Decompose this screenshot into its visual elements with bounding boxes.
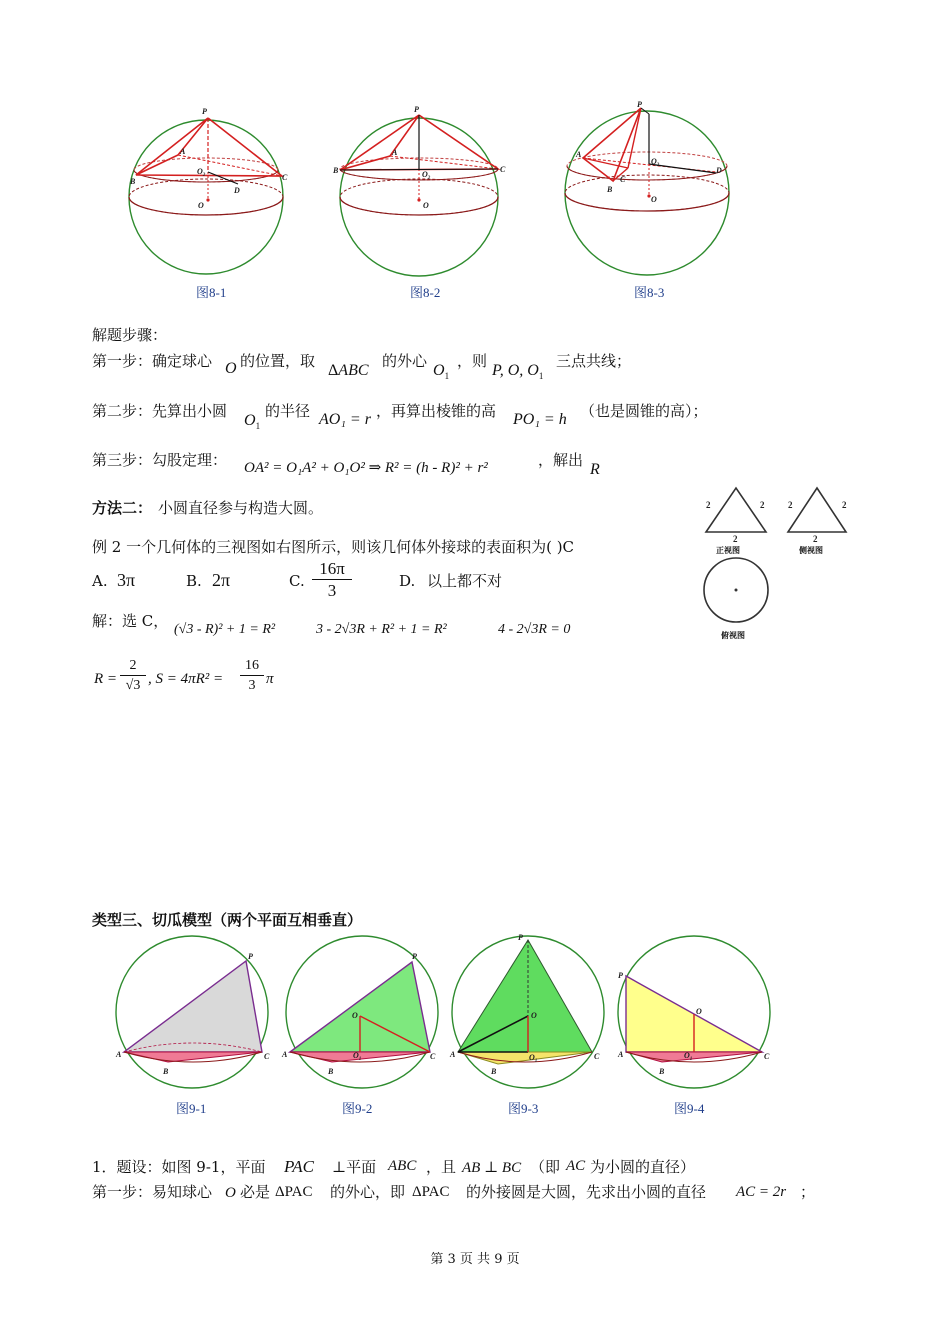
- label-P: P: [202, 107, 207, 116]
- option-b-label: B.: [186, 572, 202, 590]
- label-B: B: [607, 185, 613, 194]
- problem1-line2-a: 第一步：易知球心: [92, 1183, 213, 1201]
- step3-text-b: ，解出: [538, 451, 584, 469]
- problem1-pac1: ΔPAC: [275, 1184, 313, 1200]
- top-view: [704, 558, 768, 622]
- label-P: P: [248, 952, 253, 961]
- step1-O: O: [225, 360, 237, 377]
- caption-fig9-2: 图9-2: [342, 1101, 373, 1116]
- label-O: O: [198, 201, 204, 210]
- step1-text-a: 第一步：确定球心: [92, 352, 213, 370]
- side-dim-left: 2: [788, 500, 793, 510]
- side-view: [788, 488, 846, 532]
- problem1-eq: AC = 2r: [736, 1184, 787, 1200]
- caption-fig9-4: 图9-4: [674, 1101, 705, 1116]
- problem1-pac2: ΔPAC: [412, 1184, 450, 1200]
- figure-9-1: [115, 936, 270, 1088]
- caption-fig9-1: 图9-1: [176, 1101, 207, 1116]
- label-P: P: [637, 100, 642, 109]
- step2-text-c: ，再算出棱锥的高: [376, 402, 497, 420]
- option-a-label: A.: [92, 572, 108, 590]
- step2-text-d: （也是圆锥的高）；: [580, 402, 708, 420]
- method2-title: 方法二：: [92, 499, 153, 517]
- solution-R-denominator: √3: [125, 678, 141, 693]
- label-A: A: [392, 148, 398, 157]
- page-footer: 第 3 页 共 9 页: [430, 1252, 520, 1267]
- figure-8-group: [120, 100, 800, 305]
- option-c-numerator: 16π: [312, 559, 352, 580]
- front-dim-bottom: 2: [733, 534, 738, 544]
- step1-text-c: 的外心: [382, 352, 428, 370]
- label-B: B: [163, 1067, 169, 1076]
- solution-eq3: 4 - 2√3R = 0: [498, 622, 571, 637]
- label-B: B: [333, 166, 339, 175]
- step1-O1: $O_1$: [433, 362, 450, 382]
- figure-9-group: [110, 932, 800, 1094]
- figure-9-4: [617, 936, 770, 1088]
- label-O2: $O_2$: [422, 170, 431, 181]
- label-B: B: [491, 1067, 497, 1076]
- step1-abc: ΔABC: [328, 362, 369, 379]
- label-B: B: [659, 1067, 665, 1076]
- front-view: [706, 488, 766, 532]
- label-P: P: [618, 971, 623, 980]
- label-O2: $O_2$: [197, 167, 206, 178]
- solution-S-denominator: 3: [248, 678, 256, 693]
- label-B: B: [130, 177, 136, 186]
- solution-eq1: (√3 - R)² + 1 = R²: [174, 622, 276, 637]
- label-P: P: [414, 105, 419, 114]
- problem1-pac: PAC: [284, 1157, 314, 1176]
- problem1-line1-c: ，且: [426, 1158, 457, 1176]
- step1-points: P, O, $O_1$: [492, 362, 544, 382]
- side-dim-right: 2: [842, 500, 847, 510]
- problem1-ac: AC: [566, 1158, 586, 1174]
- label-O: O: [352, 1011, 358, 1020]
- label-C: C: [594, 1052, 600, 1061]
- solution-S-fraction: [240, 657, 264, 696]
- label-D: D: [234, 186, 240, 195]
- label-C: C: [430, 1052, 436, 1061]
- label-A: A: [282, 1050, 288, 1059]
- step2-height: PO₁ = h: [513, 411, 567, 428]
- step2-O1: $O_1$: [244, 412, 261, 432]
- top-view-label: 俯视图: [721, 631, 745, 640]
- problem1-line2-b: 必是: [240, 1183, 271, 1201]
- label-A: A: [618, 1050, 624, 1059]
- front-dim-left: 2: [706, 500, 711, 510]
- option-c-label: C.: [289, 572, 305, 590]
- label-C: C: [764, 1052, 770, 1061]
- step1-text-b: 的位置，取: [240, 352, 316, 370]
- label-O1: $O_1$: [353, 1051, 362, 1062]
- label-C: C: [282, 173, 288, 182]
- label-C: C: [620, 175, 626, 184]
- label-O: O: [651, 195, 657, 204]
- label-A: A: [450, 1050, 456, 1059]
- label-C: C: [264, 1052, 270, 1061]
- caption-fig8-3: 图8-3: [634, 285, 665, 300]
- step1-text-d: ，则: [457, 352, 488, 370]
- figure-8-1: [129, 107, 288, 274]
- label-O: O: [531, 1011, 537, 1020]
- label-O2: $O_2$: [651, 157, 660, 168]
- label-O: O: [696, 1007, 702, 1016]
- figure-9-3: [449, 933, 604, 1088]
- solution-S-numerator: 16: [240, 657, 264, 676]
- step3-equation: OA² = O₁A² + O₁O² ⇒ R² = (h - R)² + r²: [244, 460, 488, 476]
- problem1-line1-b: ⊥平面: [332, 1158, 377, 1176]
- step2-text-a: 第二步：先算出小圆: [92, 402, 228, 420]
- problem1-line1-e: 为小圆的直径）: [590, 1158, 696, 1176]
- problem1-O: O: [225, 1185, 236, 1201]
- step2-radius: AO₁ = r: [319, 411, 371, 428]
- solution-R-label: R =: [94, 671, 118, 687]
- problem1-abc: ABC: [388, 1158, 417, 1174]
- label-D: D: [716, 166, 722, 175]
- front-view-label: 正视图: [716, 546, 740, 555]
- solution-S-label: , S = 4πR² =: [148, 671, 224, 687]
- label-O1: $O_1$: [529, 1053, 538, 1064]
- caption-fig8-2: 图8-2: [410, 285, 441, 300]
- problem1-line1-d: （即: [530, 1158, 561, 1176]
- option-c-fraction: [312, 559, 352, 602]
- caption-fig8-1: 图8-1: [196, 285, 227, 300]
- example-stem: 例 2 一个几何体的三视图如右图所示，则该几何体外接球的表面积为( )C: [92, 538, 575, 556]
- step3-text-a: 第三步：勾股定理：: [92, 451, 228, 469]
- option-d-label: D.: [399, 572, 416, 590]
- method2-desc: 小圆直径参与构造大圆。: [158, 499, 324, 517]
- steps-heading: 解题步骤：: [92, 326, 168, 344]
- option-c-denominator: 3: [327, 581, 337, 600]
- label-O1: $O_1$: [684, 1051, 693, 1062]
- label-O: O: [423, 201, 429, 210]
- type3-title: 类型三、切瓜模型（两个平面互相垂直）: [92, 911, 363, 929]
- solution-R-fraction: [120, 657, 146, 696]
- front-dim-right: 2: [760, 500, 765, 510]
- solution-label: 解：选 C，: [92, 612, 169, 630]
- problem1-perp: AB ⊥ BC: [462, 1160, 522, 1176]
- figure-8-2: [332, 105, 506, 276]
- label-C: C: [500, 165, 506, 174]
- option-a-value: 3π: [117, 570, 136, 590]
- three-views-figure: [696, 480, 856, 645]
- figure-9-2: [281, 936, 438, 1088]
- figure-8-3: [565, 100, 729, 275]
- option-d-value: 以上都不对: [427, 572, 503, 590]
- solution-eq2: 3 - 2√3R + R² + 1 = R²: [316, 622, 447, 637]
- caption-fig9-3: 图9-3: [508, 1101, 539, 1116]
- label-B: B: [328, 1067, 334, 1076]
- step2-text-b: 的半径: [265, 402, 311, 420]
- step1-text-e: 三点共线；: [556, 352, 632, 370]
- label-A: A: [576, 150, 582, 159]
- problem1-line2-c: 的外心，即: [330, 1183, 406, 1201]
- solution-R-numerator: 2: [120, 657, 146, 676]
- problem1-line2-e: ；: [800, 1183, 816, 1201]
- label-P: P: [518, 933, 523, 942]
- solution-pi: π: [266, 671, 274, 687]
- label-P: P: [412, 952, 417, 961]
- label-A: A: [180, 147, 186, 156]
- side-dim-bottom: 2: [813, 534, 818, 544]
- label-A: A: [116, 1050, 122, 1059]
- problem1-line2-d: 的外接圆是大圆，先求出小圆的直径: [466, 1183, 707, 1201]
- problem1-line1-a: 1．题设：如图 9-1，平面: [92, 1158, 266, 1176]
- step3-R: R: [590, 461, 600, 478]
- option-b-value: 2π: [212, 570, 231, 590]
- side-view-label: 侧视图: [799, 546, 823, 555]
